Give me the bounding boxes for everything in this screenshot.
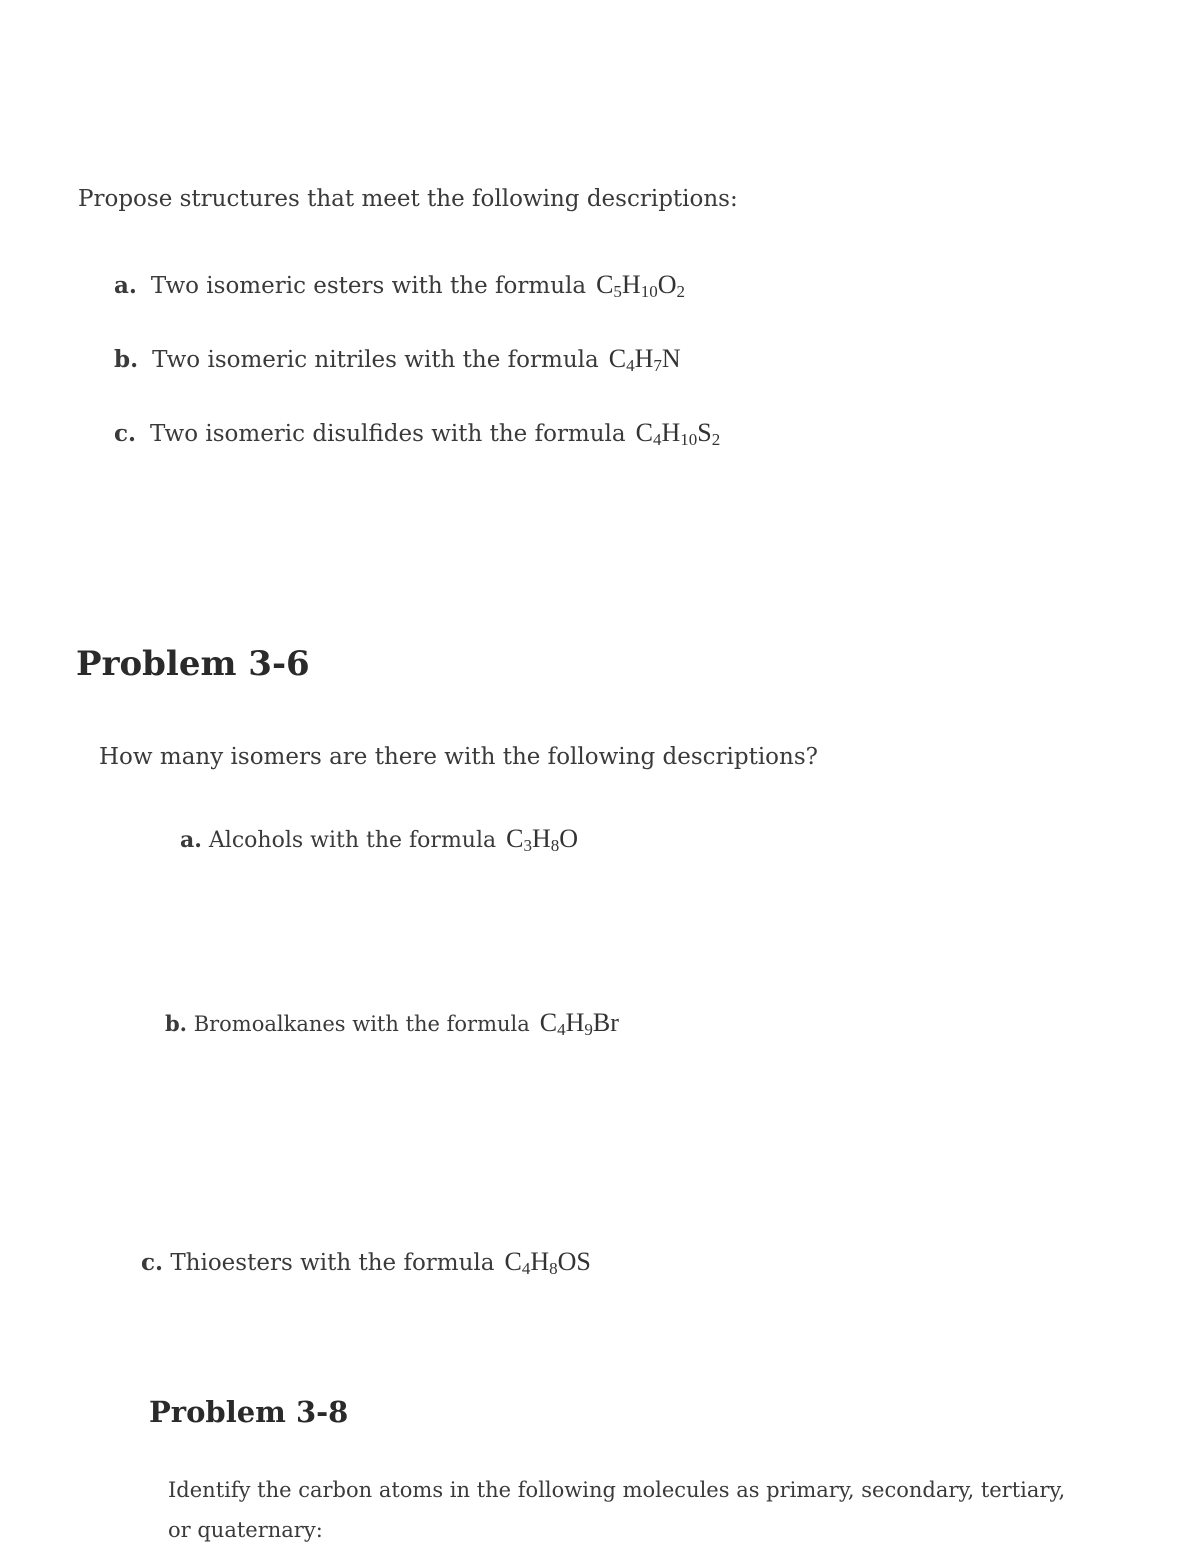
item-marker: b.	[165, 1011, 187, 1036]
chemical-formula: $C_4H_7N$	[608, 344, 681, 375]
item-text: Thioesters with the formula	[170, 1250, 495, 1276]
item-marker: a.	[180, 827, 202, 853]
item-text: Bromoalkanes with the formula	[193, 1012, 530, 1036]
chemical-formula: $C_3H_8O$	[506, 824, 579, 855]
list-item	[165, 1008, 619, 1038]
problem-3-8-question-line-2: or quaternary:	[168, 1518, 323, 1542]
item-marker: c.	[141, 1249, 164, 1276]
problem-3-6-heading: Problem 3-6	[76, 644, 310, 684]
chemical-formula: $C_5H_{10}O_2$	[596, 270, 685, 301]
item-text: Two isomeric disulfides with the formula	[150, 421, 626, 447]
chemical-formula: $C_4H_9Br$	[539, 1008, 619, 1039]
item-text: Alcohols with the formula	[208, 828, 497, 853]
list-item	[114, 418, 720, 448]
item-text: Two isomeric nitriles with the formula	[152, 347, 599, 373]
list-item	[180, 824, 578, 854]
item-text: Two isomeric esters with the formula	[150, 273, 587, 299]
item-marker: c.	[114, 420, 137, 447]
chemical-formula: $C_4H_8OS$	[504, 1247, 591, 1278]
problem-3-8-question-line-1: Identify the carbon atoms in the following molecules as primary, secondary, tertiary,	[168, 1478, 1066, 1502]
list-item	[141, 1247, 591, 1277]
problem-3-6-question: How many isomers are there with the following descriptions?	[99, 744, 818, 770]
problem-3-8-heading: Problem 3-8	[149, 1395, 349, 1429]
list-item	[114, 270, 685, 300]
item-marker: a.	[114, 272, 137, 299]
list-item	[114, 344, 681, 374]
intro-text: Propose structures that meet the following descriptions:	[78, 186, 738, 212]
chemical-formula: $C_4H_{10}S_2$	[635, 418, 721, 449]
item-marker: b.	[114, 346, 139, 373]
